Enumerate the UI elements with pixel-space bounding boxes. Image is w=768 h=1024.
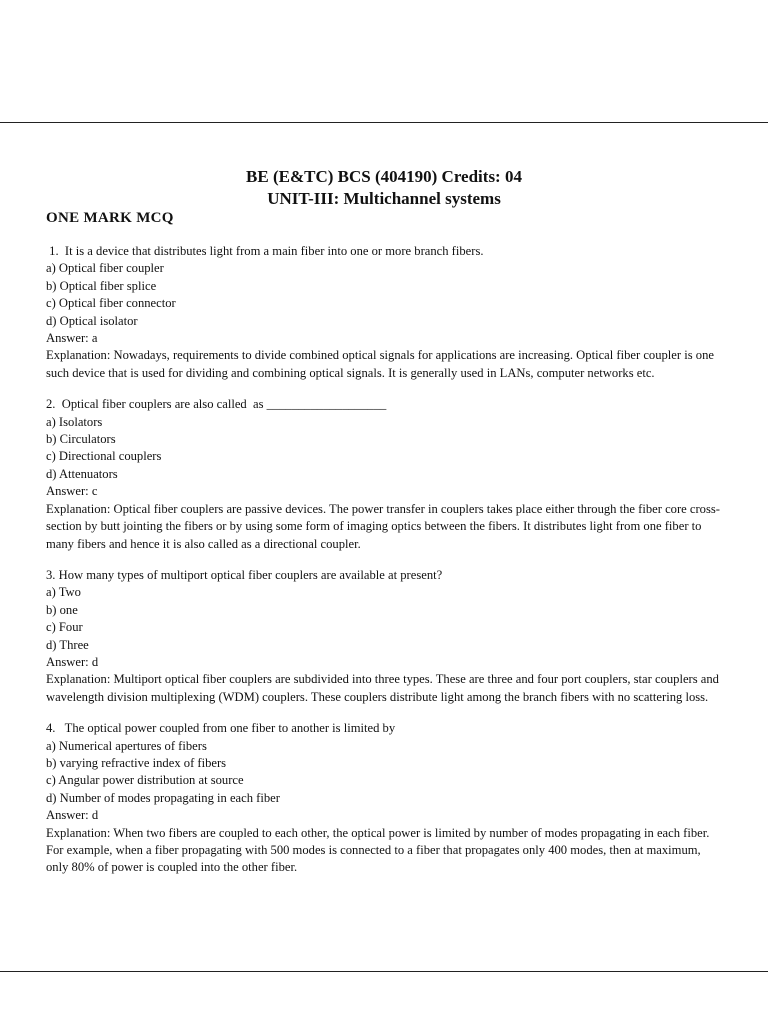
option-b: b) Optical fiber splice bbox=[46, 278, 157, 293]
option-c: c) Directional couplers bbox=[46, 449, 162, 464]
option-b: b) Circulators bbox=[46, 432, 116, 447]
course-title: BE (E&TC) BCS (404190) Credits: 04 bbox=[246, 167, 522, 186]
answer: Answer: d bbox=[46, 654, 99, 669]
question-2 bbox=[46, 396, 722, 553]
question-stem: 1. It is a device that distributes light from a main fiber into one or more branch fibers. bbox=[46, 244, 484, 258]
option-a: a) Optical fiber coupler bbox=[46, 261, 164, 276]
option-c: c) Optical fiber connector bbox=[46, 296, 176, 311]
option-a: a) Isolators bbox=[46, 414, 103, 429]
option-b: b) one bbox=[46, 602, 78, 617]
top-rule bbox=[0, 122, 768, 123]
unit-title: UNIT-III: Multichannel systems bbox=[267, 189, 501, 208]
question-4 bbox=[46, 720, 722, 877]
option-a: a) Two bbox=[46, 585, 81, 600]
answer: Answer: c bbox=[46, 484, 98, 499]
answer: Answer: a bbox=[46, 331, 98, 346]
question-stem: 2. Optical fiber couplers are also called as ___________________ bbox=[46, 397, 387, 412]
option-d: d) Optical isolator bbox=[46, 313, 138, 328]
option-b: b) varying refractive index of fibers bbox=[46, 755, 227, 770]
answer: Answer: d bbox=[46, 808, 99, 823]
option-d: d) Number of modes propagating in each fiber bbox=[46, 790, 280, 805]
option-d: d) Attenuators bbox=[46, 466, 118, 481]
explanation: Explanation: When two fibers are coupled to each other, the optical power is limited by number of modes propagating in each fiber. For example, when a fiber propagating with 500 modes is connected to a fiber that propagates only 400 modes, then at maximum, only 80% of power is coupled into the other fiber. bbox=[46, 825, 710, 875]
question-list bbox=[46, 243, 722, 891]
question-1 bbox=[46, 243, 722, 382]
option-c: c) Angular power distribution at source bbox=[46, 773, 244, 788]
explanation: Explanation: Nowadays, requirements to divide combined optical signals for applications are increasing. Optical fiber coupler is one such device that is used for dividing and combining optical signals. It is generally used in LANs, computer networks etc. bbox=[46, 348, 714, 380]
option-c: c) Four bbox=[46, 620, 83, 635]
question-stem: 3. How many types of multiport optical fiber couplers are available at present? bbox=[46, 567, 443, 582]
section-title: ONE MARK MCQ bbox=[46, 210, 174, 226]
option-a: a) Numerical apertures of fibers bbox=[46, 738, 207, 753]
question-3 bbox=[46, 567, 722, 706]
explanation: Explanation: Optical fiber couplers are passive devices. The power transfer in couplers takes place either through the fiber core cross-section by butt jointing the fibers or by using some form of imaging optics between the fibers. It distributes light from one fiber to many fibers and hence it is also called as a directional coupler. bbox=[46, 501, 720, 551]
option-d: d) Three bbox=[46, 637, 89, 652]
bottom-rule bbox=[0, 971, 768, 972]
explanation: Explanation: Multiport optical fiber couplers are subdivided into three types. These are three and four port couplers, star couplers and wavelength division multiplexing (WDM) couplers. These couplers distribute light among the branch fibers with no scattering loss. bbox=[46, 672, 719, 704]
question-stem: 4. The optical power coupled from one fiber to another is limited by bbox=[46, 721, 396, 736]
